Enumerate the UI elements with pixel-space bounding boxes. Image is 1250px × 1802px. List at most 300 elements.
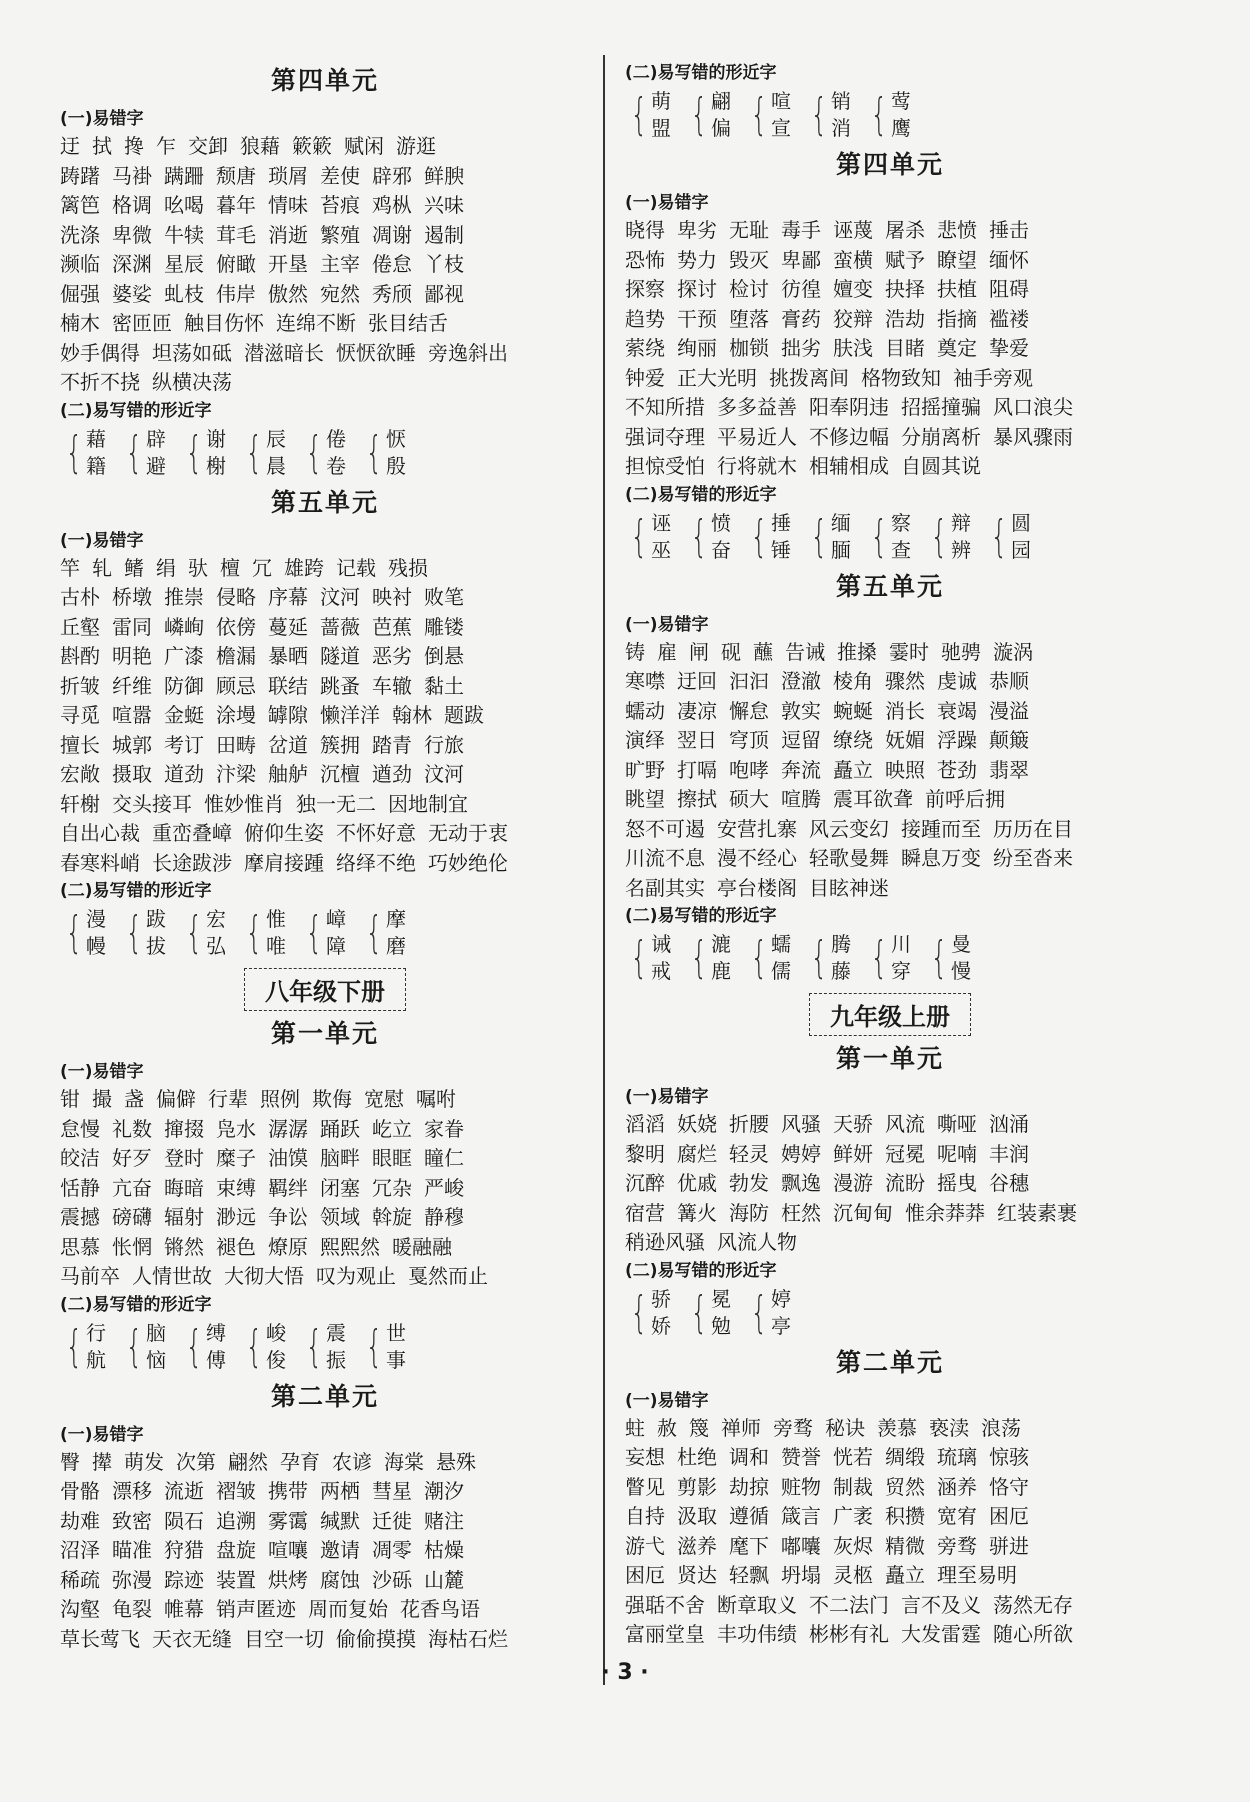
word: 褶皱 bbox=[216, 1479, 256, 1503]
brace-icon: { bbox=[750, 932, 768, 983]
word-row bbox=[60, 1536, 590, 1566]
brace-icon: { bbox=[305, 426, 323, 478]
similar-char: 弘 bbox=[206, 934, 226, 958]
word: 题跋 bbox=[444, 703, 484, 727]
similar-char: 跋 bbox=[146, 907, 166, 931]
word: 偷偷摸摸 bbox=[336, 1626, 416, 1651]
word: 倒悬 bbox=[424, 644, 464, 668]
similar-char: 缅 bbox=[831, 510, 851, 535]
similar-char-pair bbox=[360, 424, 406, 482]
word: 斡旋 bbox=[372, 1205, 412, 1229]
word: 瞭望 bbox=[937, 247, 977, 272]
word: 赋闲 bbox=[344, 134, 384, 158]
word: 燎原 bbox=[268, 1234, 308, 1259]
word: 冗杂 bbox=[372, 1175, 412, 1200]
word: 砚 bbox=[721, 639, 741, 664]
similar-char: 傅 bbox=[206, 1347, 226, 1372]
similar-char: 捶 bbox=[771, 510, 791, 535]
word-row bbox=[60, 1448, 590, 1478]
word: 硕大 bbox=[729, 787, 769, 811]
word: 麾下 bbox=[729, 1533, 769, 1558]
similar-char: 慢 bbox=[951, 959, 971, 983]
section-label: (二)易写错的形近字 bbox=[60, 400, 212, 421]
word: 深渊 bbox=[112, 252, 152, 276]
word: 丘壑 bbox=[60, 614, 100, 639]
brace-icon: { bbox=[365, 1320, 383, 1372]
left-column bbox=[60, 60, 590, 1654]
word: 斟酌 bbox=[60, 644, 100, 668]
similar-char: 籍 bbox=[86, 453, 106, 478]
word: 瞳仁 bbox=[424, 1146, 464, 1170]
word: 戛然而止 bbox=[408, 1264, 488, 1288]
word: 檐漏 bbox=[216, 644, 256, 668]
word: 沼泽 bbox=[60, 1538, 100, 1562]
word: 驰骋 bbox=[941, 639, 981, 664]
word: 依傍 bbox=[216, 614, 256, 639]
word: 油馍 bbox=[268, 1146, 308, 1170]
word-row bbox=[60, 1507, 590, 1537]
word: 欺侮 bbox=[312, 1087, 352, 1111]
word: 络绎不绝 bbox=[336, 850, 416, 875]
similar-char: 翩 bbox=[711, 89, 731, 113]
similar-char: 倦 bbox=[326, 426, 346, 451]
word: 盘旋 bbox=[216, 1538, 256, 1562]
brace-icon: { bbox=[690, 89, 708, 140]
similar-char: 销 bbox=[831, 89, 851, 113]
word: 晦暗 bbox=[164, 1175, 204, 1200]
similar-char: 圆 bbox=[1011, 510, 1031, 535]
word-row bbox=[60, 280, 590, 310]
word: 分崩离析 bbox=[901, 424, 981, 449]
word: 摄取 bbox=[112, 762, 152, 786]
word: 游逛 bbox=[396, 134, 436, 158]
similar-char: 婷 bbox=[771, 1286, 791, 1311]
word: 漫溢 bbox=[989, 698, 1029, 723]
word-row bbox=[60, 1625, 590, 1655]
page-number: · 3 · bbox=[601, 1660, 649, 1685]
similar-char-pair bbox=[60, 1318, 106, 1376]
word-row bbox=[625, 697, 1155, 727]
similar-char: 卷 bbox=[326, 453, 346, 478]
similar-char-pair bbox=[240, 1318, 286, 1376]
word: 悲愤 bbox=[937, 218, 977, 242]
word: 翰林 bbox=[392, 703, 432, 727]
word: 前呼后拥 bbox=[925, 787, 1005, 811]
word: 澄澈 bbox=[781, 669, 821, 693]
similar-char: 宏 bbox=[206, 907, 226, 931]
word: 敦实 bbox=[781, 698, 821, 723]
word: 萌发 bbox=[124, 1449, 164, 1474]
word: 触目伤怀 bbox=[184, 311, 264, 335]
similar-char: 园 bbox=[1011, 537, 1031, 562]
word: 风口浪尖 bbox=[993, 395, 1073, 419]
similar-char: 鹿 bbox=[711, 959, 731, 983]
word: 喧嚷 bbox=[268, 1538, 308, 1562]
word: 倔强 bbox=[60, 281, 100, 306]
word: 轻灵 bbox=[729, 1141, 769, 1166]
section-label: (一)易错字 bbox=[60, 530, 144, 551]
similar-char: 骄 bbox=[651, 1286, 671, 1311]
word: 目空一切 bbox=[244, 1626, 324, 1651]
word-row bbox=[625, 275, 1155, 305]
word: 巧妙绝伦 bbox=[428, 850, 508, 875]
word: 烘烤 bbox=[268, 1567, 308, 1592]
word-row bbox=[625, 1140, 1155, 1170]
word: 困厄 bbox=[989, 1504, 1029, 1528]
word: 纷至沓来 bbox=[993, 846, 1073, 870]
word: 翡翠 bbox=[989, 757, 1029, 782]
word: 熙熙然 bbox=[320, 1234, 380, 1259]
word: 呢喃 bbox=[937, 1141, 977, 1166]
word: 缭绕 bbox=[833, 728, 873, 752]
word: 礼数 bbox=[112, 1116, 152, 1141]
similar-char-row bbox=[60, 424, 590, 482]
word: 大发雷霆 bbox=[901, 1622, 981, 1646]
word-row bbox=[60, 191, 590, 221]
word: 琐屑 bbox=[268, 163, 308, 188]
word: 无耻 bbox=[729, 218, 769, 242]
word: 跳蚤 bbox=[320, 673, 360, 698]
word: 钳 bbox=[60, 1087, 80, 1111]
word: 稍逊风骚 bbox=[625, 1230, 705, 1254]
unit-title: 第四单元 bbox=[270, 66, 379, 95]
word: 摇曳 bbox=[937, 1171, 977, 1195]
word: 汩汩 bbox=[729, 669, 769, 693]
similar-char: 漫 bbox=[86, 907, 106, 931]
similar-char: 榭 bbox=[206, 453, 226, 478]
brace-icon: { bbox=[750, 510, 768, 562]
word: 纤维 bbox=[112, 673, 152, 698]
word: 制裁 bbox=[833, 1474, 873, 1499]
word: 蘸 bbox=[753, 639, 773, 664]
similar-char-pair bbox=[240, 424, 286, 482]
word: 束缚 bbox=[216, 1175, 256, 1200]
word: 宿营 bbox=[625, 1200, 665, 1225]
similar-char: 亭 bbox=[771, 1313, 791, 1338]
word: 势力 bbox=[677, 247, 717, 272]
word-row bbox=[60, 613, 590, 643]
word-row bbox=[625, 726, 1155, 756]
word: 萦绕 bbox=[625, 336, 665, 360]
word: 风云变幻 bbox=[809, 816, 889, 841]
word: 帷幕 bbox=[164, 1597, 204, 1621]
word: 隧道 bbox=[320, 644, 360, 668]
brace-icon: { bbox=[185, 426, 203, 478]
word: 随心所欲 bbox=[993, 1622, 1073, 1646]
word: 恍若 bbox=[833, 1445, 873, 1469]
brace-icon: { bbox=[305, 1320, 323, 1372]
word-row bbox=[60, 1174, 590, 1204]
word: 惟妙惟肖 bbox=[204, 791, 284, 816]
word: 不二法门 bbox=[809, 1592, 889, 1617]
word: 遒劲 bbox=[372, 762, 412, 786]
word: 俯仰生姿 bbox=[244, 821, 324, 845]
similar-char: 幔 bbox=[86, 934, 106, 958]
word: 涵养 bbox=[937, 1474, 977, 1499]
similar-char-pair bbox=[685, 508, 731, 566]
word: 旁骛 bbox=[937, 1533, 977, 1558]
word: 寒噤 bbox=[625, 669, 665, 693]
word: 虔诚 bbox=[937, 669, 977, 693]
word: 懈怠 bbox=[729, 698, 769, 723]
brace-icon: { bbox=[870, 89, 888, 140]
word: 旷野 bbox=[625, 757, 665, 782]
word: 洗涤 bbox=[60, 222, 100, 247]
word: 蹒跚 bbox=[164, 163, 204, 188]
similar-char-pair bbox=[360, 1318, 406, 1376]
word: 嘶哑 bbox=[937, 1112, 977, 1136]
word: 苔痕 bbox=[320, 193, 360, 217]
word: 懒洋洋 bbox=[320, 703, 380, 727]
word-row bbox=[625, 1443, 1155, 1473]
word: 灵柩 bbox=[833, 1563, 873, 1587]
word: 锵然 bbox=[164, 1234, 204, 1259]
word: 雷同 bbox=[112, 614, 152, 639]
word: 倦怠 bbox=[372, 252, 412, 276]
word: 遵循 bbox=[729, 1504, 769, 1528]
similar-char-pair bbox=[745, 86, 791, 144]
word: 亵渎 bbox=[929, 1415, 969, 1440]
word: 褪色 bbox=[216, 1234, 256, 1259]
similar-char-pair bbox=[300, 1318, 346, 1376]
word: 乍 bbox=[156, 134, 176, 158]
similar-char: 缚 bbox=[206, 1320, 226, 1345]
word: 长途跋涉 bbox=[152, 850, 232, 875]
word: 马褂 bbox=[112, 163, 152, 188]
word: 序幕 bbox=[268, 585, 308, 609]
word: 汴梁 bbox=[216, 762, 256, 786]
word: 琉璃 bbox=[937, 1445, 977, 1469]
word-row bbox=[60, 1233, 590, 1263]
word: 游弋 bbox=[625, 1533, 665, 1558]
word: 开垦 bbox=[268, 252, 308, 276]
word: 大彻大悟 bbox=[224, 1264, 304, 1288]
word: 趋势 bbox=[625, 306, 665, 331]
similar-char: 事 bbox=[386, 1347, 406, 1372]
word: 绸缎 bbox=[885, 1445, 925, 1469]
word: 杜绝 bbox=[677, 1445, 717, 1469]
word: 多多益善 bbox=[717, 395, 797, 419]
word: 桥墩 bbox=[112, 585, 152, 609]
word: 蛀 bbox=[625, 1415, 645, 1440]
similar-char: 勉 bbox=[711, 1313, 731, 1338]
word: 马前卒 bbox=[60, 1264, 120, 1288]
similar-char: 萌 bbox=[651, 89, 671, 113]
word: 自圆其说 bbox=[901, 454, 981, 478]
word: 映照 bbox=[885, 757, 925, 782]
similar-char-pair bbox=[745, 929, 791, 987]
similar-char: 峻 bbox=[266, 1320, 286, 1345]
section-label: (一)易错字 bbox=[60, 109, 144, 129]
word-row bbox=[60, 1262, 590, 1292]
word-row bbox=[60, 250, 590, 280]
word: 震耳欲聋 bbox=[833, 787, 913, 811]
similar-char-pair bbox=[625, 1284, 671, 1342]
word: 伟岸 bbox=[216, 281, 256, 306]
similar-char: 腼 bbox=[831, 537, 851, 562]
word: 挑拨离间 bbox=[769, 365, 849, 390]
word: 鳍 bbox=[124, 555, 144, 580]
similar-char: 藉 bbox=[86, 426, 106, 451]
word: 折皱 bbox=[60, 673, 100, 698]
word-row bbox=[625, 1591, 1155, 1621]
word-row bbox=[625, 667, 1155, 697]
word-row bbox=[60, 701, 590, 731]
word: 旁骛 bbox=[773, 1415, 813, 1440]
word: 鲜妍 bbox=[833, 1141, 873, 1166]
word-row bbox=[60, 760, 590, 790]
section-label: (一)易错字 bbox=[60, 1424, 144, 1445]
word: 衰竭 bbox=[937, 698, 977, 723]
similar-char: 辨 bbox=[951, 537, 971, 562]
similar-char-pair bbox=[805, 929, 851, 987]
word: 腐烂 bbox=[677, 1141, 717, 1166]
word: 弥漫 bbox=[112, 1567, 152, 1592]
word: 推崇 bbox=[164, 585, 204, 609]
word: 广漆 bbox=[164, 644, 204, 668]
brace-icon: { bbox=[245, 1320, 263, 1372]
similar-char: 娇 bbox=[651, 1313, 671, 1338]
similar-char-pair bbox=[745, 508, 791, 566]
word: 闸 bbox=[689, 639, 709, 664]
word: 眼眶 bbox=[372, 1146, 412, 1170]
word: 撮 bbox=[92, 1087, 112, 1111]
similar-char: 诬 bbox=[651, 510, 671, 535]
similar-char: 辟 bbox=[146, 426, 166, 451]
word-row bbox=[625, 305, 1155, 335]
section-label: (一)易错字 bbox=[625, 614, 709, 635]
word: 绚丽 bbox=[677, 336, 717, 360]
word-row bbox=[625, 1414, 1155, 1444]
similar-char: 腾 bbox=[831, 932, 851, 956]
word: 暴晒 bbox=[268, 644, 308, 668]
word: 彬彬有礼 bbox=[809, 1622, 889, 1646]
similar-char: 消 bbox=[831, 116, 851, 140]
word: 劫难 bbox=[60, 1508, 100, 1533]
word: 丫枝 bbox=[424, 252, 464, 276]
word: 穹顶 bbox=[729, 728, 769, 752]
similar-char-pair bbox=[120, 904, 166, 962]
similar-char: 摩 bbox=[386, 907, 406, 931]
word: 格调 bbox=[112, 193, 152, 217]
word: 映衬 bbox=[372, 585, 412, 609]
word-row bbox=[60, 1566, 590, 1596]
similar-char: 晨 bbox=[266, 453, 286, 478]
word: 优戚 bbox=[677, 1171, 717, 1195]
word: 迂回 bbox=[677, 669, 717, 693]
word: 明艳 bbox=[112, 644, 152, 668]
word: 檀 bbox=[220, 555, 240, 580]
similar-char: 冕 bbox=[711, 1286, 731, 1311]
word: 恹恹欲睡 bbox=[336, 340, 416, 365]
word: 消长 bbox=[885, 698, 925, 723]
word: 道劲 bbox=[164, 762, 204, 786]
similar-char-pair bbox=[360, 904, 406, 962]
word: 暴风骤雨 bbox=[993, 424, 1073, 449]
similar-char-row bbox=[625, 508, 1155, 566]
word: 流盼 bbox=[885, 1171, 925, 1195]
similar-char: 查 bbox=[891, 537, 911, 562]
word-row bbox=[60, 162, 590, 192]
word: 汶河 bbox=[320, 585, 360, 609]
unit-title: 第五单元 bbox=[270, 487, 379, 517]
word: 致密 bbox=[112, 1508, 152, 1533]
word: 龟裂 bbox=[112, 1597, 152, 1621]
similar-char: 鹰 bbox=[891, 116, 911, 140]
word: 鲜腴 bbox=[424, 163, 464, 188]
word: 广袤 bbox=[833, 1504, 873, 1528]
word: 拭 bbox=[92, 134, 112, 158]
word: 簌簌 bbox=[292, 134, 332, 158]
word-row bbox=[625, 334, 1155, 364]
word: 辐射 bbox=[164, 1205, 204, 1229]
word: 行辈 bbox=[208, 1087, 248, 1111]
word: 卑鄙 bbox=[781, 247, 821, 272]
word: 汶河 bbox=[424, 762, 464, 786]
word: 消逝 bbox=[268, 222, 308, 247]
word-row bbox=[60, 583, 590, 613]
word-row bbox=[60, 849, 590, 879]
word: 暮年 bbox=[216, 193, 256, 217]
word: 秀颀 bbox=[372, 281, 412, 306]
word: 嶙峋 bbox=[164, 614, 204, 639]
word: 毁灭 bbox=[729, 247, 769, 272]
word: 贸然 bbox=[885, 1474, 925, 1499]
word: 妩媚 bbox=[885, 728, 925, 752]
word: 川流不息 bbox=[625, 846, 705, 870]
word: 缄默 bbox=[320, 1508, 360, 1533]
brace-icon: { bbox=[365, 426, 383, 478]
word: 踏青 bbox=[372, 732, 412, 757]
word: 贤达 bbox=[677, 1563, 717, 1587]
word-row bbox=[60, 731, 590, 761]
word: 汲取 bbox=[677, 1504, 717, 1528]
word: 招摇撞骗 bbox=[901, 395, 981, 419]
word: 不知所措 bbox=[625, 395, 705, 419]
word: 凄凉 bbox=[677, 698, 717, 723]
word: 海防 bbox=[729, 1200, 769, 1225]
brace-icon: { bbox=[125, 426, 143, 478]
similar-char: 漉 bbox=[711, 932, 731, 956]
word: 眺望 bbox=[625, 787, 665, 811]
word: 丰功伟绩 bbox=[717, 1622, 797, 1646]
word: 目眩神迷 bbox=[809, 875, 889, 900]
brace-icon: { bbox=[125, 907, 143, 958]
brace-icon: { bbox=[65, 426, 83, 478]
brace-icon: { bbox=[690, 932, 708, 983]
similar-char: 脑 bbox=[146, 1320, 166, 1345]
word: 谷穗 bbox=[989, 1171, 1029, 1195]
word-row bbox=[625, 1561, 1155, 1591]
word-row bbox=[625, 1110, 1155, 1140]
word: 纵横决荡 bbox=[152, 370, 232, 394]
word: 漂移 bbox=[112, 1479, 152, 1503]
word: 车辙 bbox=[372, 673, 412, 698]
similar-char-pair bbox=[240, 904, 286, 962]
word: 不修边幅 bbox=[809, 424, 889, 449]
word: 轻飘 bbox=[729, 1563, 769, 1587]
word: 稀疏 bbox=[60, 1567, 100, 1592]
word-row bbox=[625, 638, 1155, 668]
similar-char-pair bbox=[805, 86, 851, 144]
similar-char: 辩 bbox=[951, 510, 971, 535]
word: 恭顺 bbox=[989, 669, 1029, 693]
word: 宽宥 bbox=[937, 1504, 977, 1528]
word: 脑畔 bbox=[320, 1146, 360, 1170]
word-row bbox=[60, 672, 590, 702]
word: 擅长 bbox=[60, 732, 100, 757]
word: 娉婷 bbox=[781, 1141, 821, 1166]
